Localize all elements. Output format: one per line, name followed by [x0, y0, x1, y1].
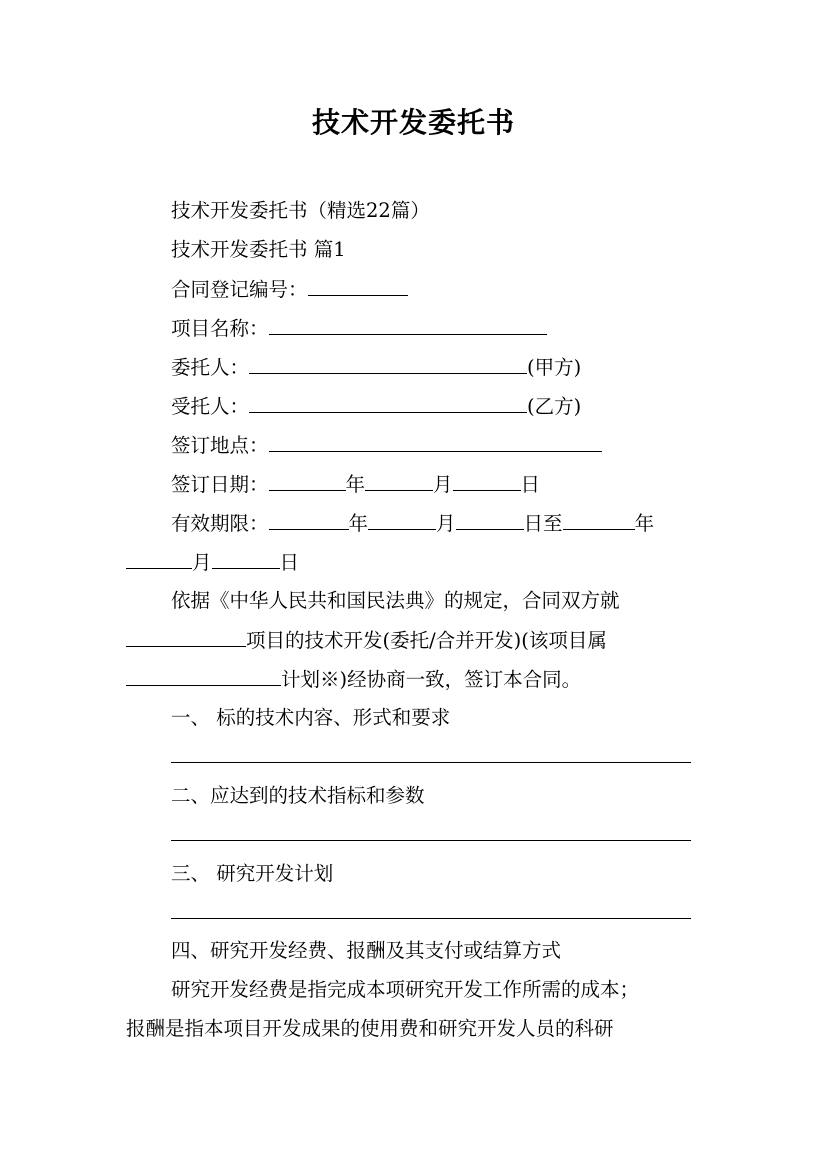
client-row	[171, 353, 581, 382]
term-year-blank	[269, 509, 349, 530]
contract-number-row	[171, 275, 408, 304]
signing-place-row	[171, 431, 602, 460]
item-1-blank-line	[171, 762, 691, 763]
project-blank	[126, 626, 246, 647]
item-3-blank-line	[171, 918, 691, 919]
item-4-heading: 四、研究开发经费、报酬及其支付或结算方式	[171, 939, 562, 962]
client-blank	[249, 353, 527, 374]
signing-date-row	[171, 470, 540, 499]
item-3-heading: 三、 研究开发计划	[171, 862, 334, 885]
project-name-blank	[269, 314, 547, 335]
term-day2-text: 日	[279, 551, 300, 574]
term-month2-blank	[126, 548, 192, 569]
trustee-blank	[249, 392, 527, 413]
paragraph-1-line-2-text: 项目的技术开发(委托/合并开发)(该项目属	[246, 629, 607, 652]
document-title: 技术开发委托书	[311, 106, 515, 139]
term-day2-blank	[212, 548, 280, 569]
paragraph-2-line-2: 报酬是指本项目开发成果的使用费和研究开发人员的科研	[126, 1017, 614, 1040]
trustee-label: 受托人：	[171, 395, 250, 418]
term-month-text: 月	[436, 512, 456, 535]
term-month2-text: 月	[192, 551, 212, 574]
signing-date-label: 签订日期：	[171, 473, 269, 496]
date-day-blank	[453, 470, 521, 491]
date-month-text: 月	[433, 473, 453, 496]
contract-number-label: 合同登记编号：	[171, 278, 308, 301]
section-heading: 技术开发委托书 篇1	[171, 238, 346, 261]
paragraph-1-line-1: 依据《中华人民共和国民法典》的规定，合同双方就	[171, 589, 620, 612]
contract-number-blank	[308, 275, 408, 296]
term-label: 有效期限：	[171, 512, 269, 535]
term-month-blank	[368, 509, 436, 530]
term-year-text: 年	[348, 512, 369, 535]
paragraph-1-line-3	[126, 665, 581, 694]
client-suffix: (甲方)	[527, 356, 582, 379]
trustee-suffix: (乙方)	[527, 395, 582, 418]
term-day-to-text: 日至	[523, 512, 563, 535]
item-1-heading: 一、 标的技术内容、形式和要求	[171, 706, 451, 729]
term-year2-blank	[563, 509, 635, 530]
term-row	[171, 509, 654, 538]
item-2-blank-line	[171, 840, 691, 841]
paragraph-1-line-2	[126, 626, 607, 655]
document-subtitle: 技术开发委托书（精选22篇）	[171, 199, 430, 222]
project-name-label: 项目名称：	[171, 317, 269, 340]
item-2-heading: 二、应达到的技术指标和参数	[171, 784, 425, 807]
project-name-row	[171, 314, 547, 343]
signing-place-label: 签订地点：	[171, 434, 269, 457]
term-day-blank	[456, 509, 524, 530]
date-day-text: 日	[520, 473, 541, 496]
paragraph-1-line-3-text: 计划※)经协商一致，签订本合同。	[281, 668, 582, 691]
date-year-text: 年	[345, 473, 366, 496]
term-year2-text: 年	[634, 512, 655, 535]
date-month-blank	[365, 470, 433, 491]
plan-blank	[126, 665, 281, 686]
term-row-continued	[126, 548, 299, 577]
trustee-row	[171, 392, 581, 421]
client-label: 委托人：	[171, 356, 250, 379]
signing-place-blank	[269, 431, 602, 452]
paragraph-2-line-1: 研究开发经费是指完成本项研究开发工作所需的成本；	[171, 978, 640, 1001]
date-year-blank	[269, 470, 346, 491]
